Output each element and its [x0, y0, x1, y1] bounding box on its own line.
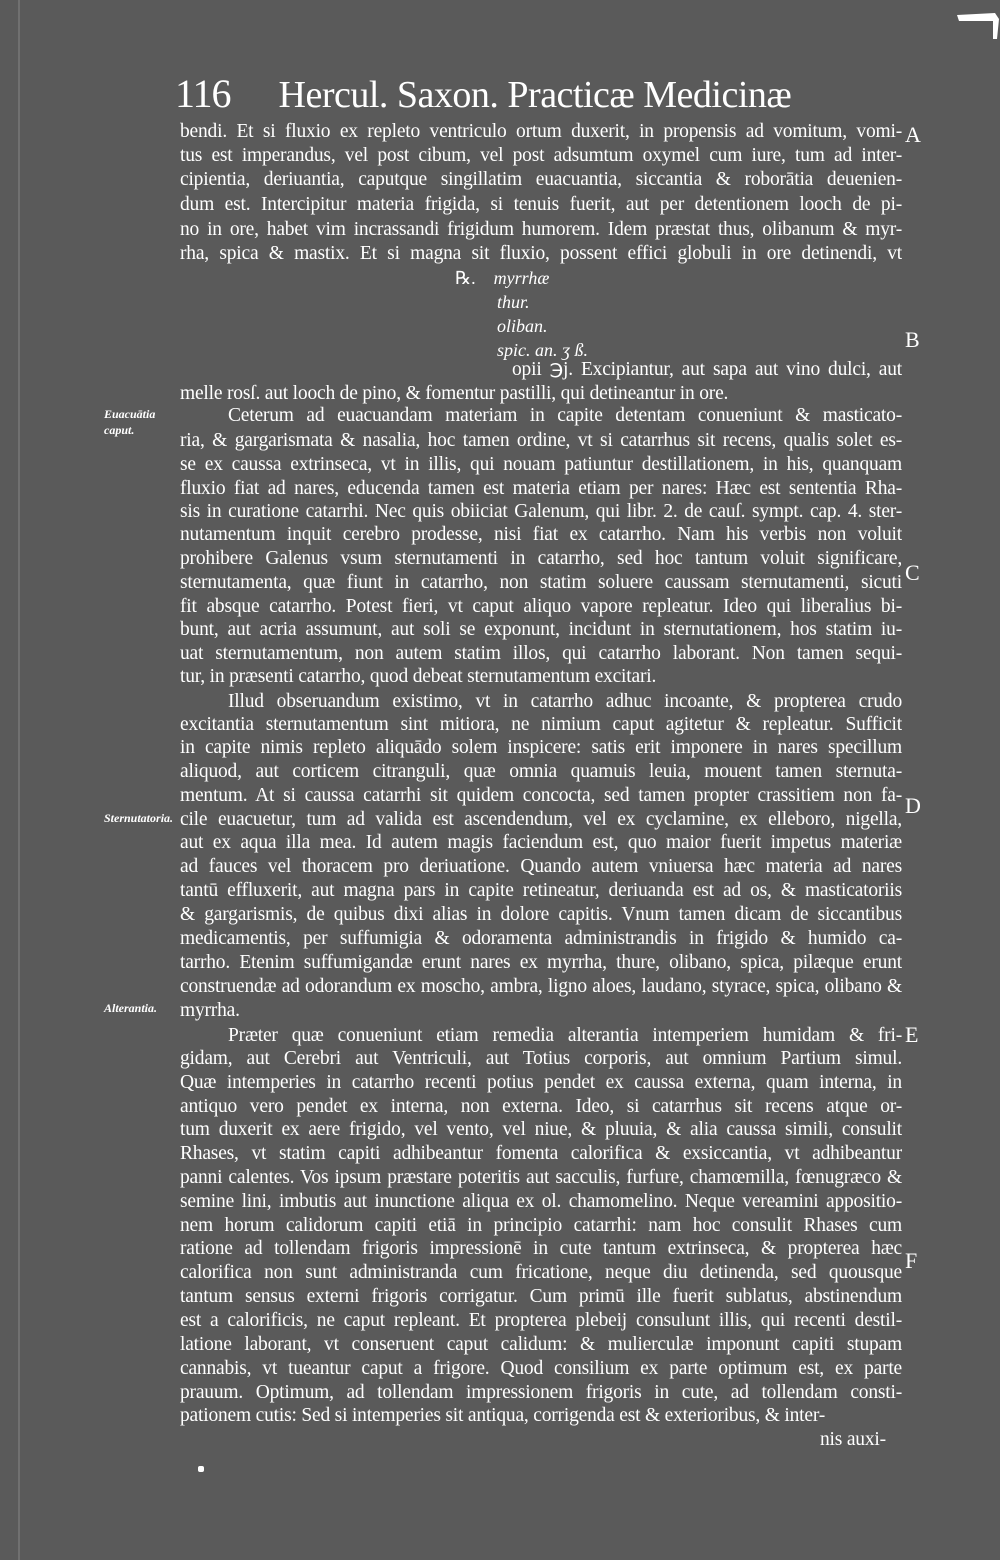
text-line: myrrha.	[180, 1000, 240, 1021]
text-line: tantū effluxerit, aut magna pars in capite retineatur, deriuanda est ad os, & masticatoriis	[180, 880, 902, 901]
text-line: melle rosſ. aut looch de pino, & fomentur pastilli, qui detineantur in ore.	[180, 383, 729, 404]
text-line: antiquo vero pendet ex interna, non externa. Ideo, si catarrhus sit recens atque or-	[180, 1096, 902, 1117]
text-line: uat sternutamentum, non autem statim illos, qui catarrho laborant. Non tamen sequi-	[180, 643, 902, 664]
text-line: nutamentum inquit cerebro prodesse, nisi fiat ex catarrho. Nam his verbis non voluit	[180, 524, 902, 545]
text-line: Quæ intemperies in catarrho recenti potius pendet ex caussa externa, quam interna, in	[180, 1072, 902, 1093]
text-line: tur, in præsenti catarrho, quod debeat sternutamentum excitari.	[180, 666, 657, 687]
section-letter-d: D	[905, 793, 921, 818]
recipe-symbol: ℞.	[455, 268, 476, 288]
corner-ink-mark-icon	[955, 5, 1000, 41]
text-line: excitantia sternutamentum sint mitiora, ne nimium caput agitetur & repleatur. Sufficit	[180, 714, 902, 735]
text-line: Præter quæ conueniunt etiam remedia alterantia intemperiem humidam & fri-	[228, 1025, 902, 1046]
text-line: in capite nimis repleto aliquādo solem inspicere: satis erit imponere in nares specillum	[180, 737, 902, 758]
text-line: panni calentes. Vos ipsum præstare poteritis aut sacculis, furfure, chamœmilla, fœnugræco &	[180, 1167, 902, 1188]
text-line: nem horum calidorum capiti etiā in principio catarrhi: nam hoc consulit Rhases cum	[180, 1215, 902, 1236]
text-line: sternutamenta, quæ fiunt in catarrho, non statim soluere caussam sternutamenti, sicuti	[180, 572, 902, 593]
text-line: bendi. Et si fluxio ex repleto ventriculo ortum duxerit, in propensis ad vomitum, vomi-	[180, 121, 902, 142]
text-line: aut ex aqua illa mea. Id autem magis faciendum est, quo maior fuerit impetus materiæ	[180, 832, 902, 853]
text-line: ratione ad tollendam frigoris impressionē in cute tantum extrinseca, & propterea hæc	[180, 1238, 902, 1259]
running-title: Hercul. Saxon. Practicæ Medicinæ	[278, 74, 792, 116]
margin-note-evacuantia: Euacuātia caput.	[104, 407, 156, 437]
recipe-item: thur.	[497, 292, 530, 312]
text-line: mentum. At si caussa catarrhi sit quidem concocta, sed tamen propter crassitiem non fa-	[180, 785, 902, 806]
text-line: Ceterum ad euacuandam materiam in capite detentam conueniunt & masticato-	[228, 405, 902, 426]
recipe-item: spic. an. ʒ ß.	[497, 340, 588, 360]
text-line: tus est imperandus, vel post cibum, vel post adsumtum oxymel cum iure, tum ad inter-	[180, 145, 902, 166]
section-letter-a: A	[905, 122, 921, 147]
text-line: nis auxi-	[820, 1429, 886, 1450]
text-line: no in ore, habet vim incrassandi frigidum humorem. Idem præstat thus, olibanum & myr-	[180, 219, 902, 240]
recipe-item: oliban.	[497, 316, 548, 336]
text-line: fluxio fiat ad nares, educenda tamen est materia etiam per nares: Hæc est sententia Rha-	[180, 478, 902, 499]
text-line: construendæ ad odorandum ex moscho, ambra, ligno aloes, laudano, styrace, spica, olibano &	[180, 976, 902, 997]
text-line: ria, & gargarismata & nasalia, hoc tamen ordine, vt si catarrhus sit recens, qualis solet es-	[180, 430, 902, 451]
text-line: tantum sensus externi frigoris corrigatur. Cum primū ille fuerit sublatus, abstinendum	[180, 1286, 902, 1307]
text-line: Illud obseruandum existimo, vt in catarrho adhuc incoante, & propterea crudo	[228, 691, 902, 712]
text-line: bunt, aut acria assumunt, aut soli se exponunt, incidunt in sternutationem, hos statim iu-	[180, 619, 902, 640]
text-line: rha, spica & mastix. Et si magna sit fluxio, possent effici globuli in ore detinendi, vt	[180, 243, 902, 264]
recipe-rx	[455, 266, 549, 290]
text-line: Rhases, vt statim capiti adhibeantur fomenta calorifica & exsiccantia, vt adhibeantur	[180, 1143, 902, 1164]
text-line: est a calorificis, ne caput repleant. Et propterea plebeij consulunt illis, qui recenti destil-	[180, 1310, 902, 1331]
text-line: tarrho. Etenim suffumigandæ erunt nares ex myrrha, thure, olibano, spica, pilæque erunt	[180, 952, 902, 973]
section-letter-c: C	[905, 560, 920, 585]
text-line: se ex caussa extrinseca, vt in illis, qui nouam patiuntur destillationem, in his, quanquam	[180, 454, 902, 475]
text-line: cannabis, vt tueantur caput a frigore. Quod consilium ex parte optimum est, ex parte	[180, 1358, 902, 1379]
text-line: calorifica non sunt administranda cum fricatione, neque diu detinenda, sed quousque	[180, 1262, 902, 1283]
text-line: ad fauces vel thoracem pro deriuatione. Quando autem vniuersa hæc materia ad nares	[180, 856, 902, 877]
page-number: 116	[175, 71, 231, 116]
text-line: sis in curatione catarrhi. Nec quis obiiciat Galenum, qui libr. 2. de cauſ. sympt. cap. 4. ster-	[180, 501, 902, 522]
text-line: latione laborant, vt conseruent caput calidum: & mulierculæ imponunt capiti stupam	[180, 1334, 902, 1355]
text-line: tum duxerit ex aere frigido, vel vento, vel niue, & pluuia, & alia caussa simili, consulit	[180, 1119, 902, 1140]
text-line: cipientia, deriuantia, caputque singillatim euacuantia, siccantia & roborātia deuenien-	[180, 169, 902, 190]
text-line: prohibere Galenus vsum sternutamenti in catarrho, sed hoc tantum voluit significare,	[180, 548, 902, 569]
text-line: aliquod, aut corticem citranguli, quæ omnia quamuis leuia, mouent tamen sternuta-	[180, 761, 902, 782]
recipe-item: myrrhæ	[493, 268, 550, 288]
section-letter-f: F	[905, 1248, 918, 1273]
ink-speck	[198, 1466, 204, 1472]
gutter-shadow	[18, 0, 20, 1560]
text-line: & gargarismis, de quibus dixi alias in dolore capitis. Vnum tamen dicam de siccantibus	[180, 904, 902, 925]
text-line: medicamentis, per suffumigia & odoramenta administrandis in frigido & humido ca-	[180, 928, 902, 949]
text-line: semine lini, imbutis aut inunctione aliqua ex ol. chamomelino. Neque vereamini appositio-	[180, 1191, 902, 1212]
margin-note-sternutatoria: Sternutatoria.	[104, 811, 174, 825]
running-header	[175, 70, 815, 120]
text-line: gidam, aut Cerebri aut Ventriculi, aut Totius corporis, aut omnium Partium simul.	[180, 1048, 902, 1069]
text-line: pationem cutis: Sed si intemperies sit antiqua, corrigenda est & exterioribus, & inter-	[180, 1405, 826, 1426]
text-line: opii ℈j. Excipiantur, aut sapa aut vino dulci, aut	[512, 359, 902, 380]
section-letter-e: E	[905, 1022, 919, 1047]
text-line: prauum. Optimum, ad tollendam impressionem frigoris in cute, ad tollendam consti-	[180, 1382, 902, 1403]
text-line: dum est. Intercipitur materia frigida, si tenuis fuerit, aut per detentionem looch de pi-	[180, 194, 902, 215]
text-line: cile euacuetur, tum ad valida est ascendendum, vel ex cyclamine, ex elleboro, nigella,	[180, 809, 902, 830]
section-letter-b: B	[905, 327, 920, 352]
text-line: fit absque catarrho. Potest fieri, vt caput aliquo vapore repleatur. Ideo qui liberalius bi-	[180, 596, 902, 617]
margin-note-alterantia: Alterantia.	[104, 1001, 158, 1015]
